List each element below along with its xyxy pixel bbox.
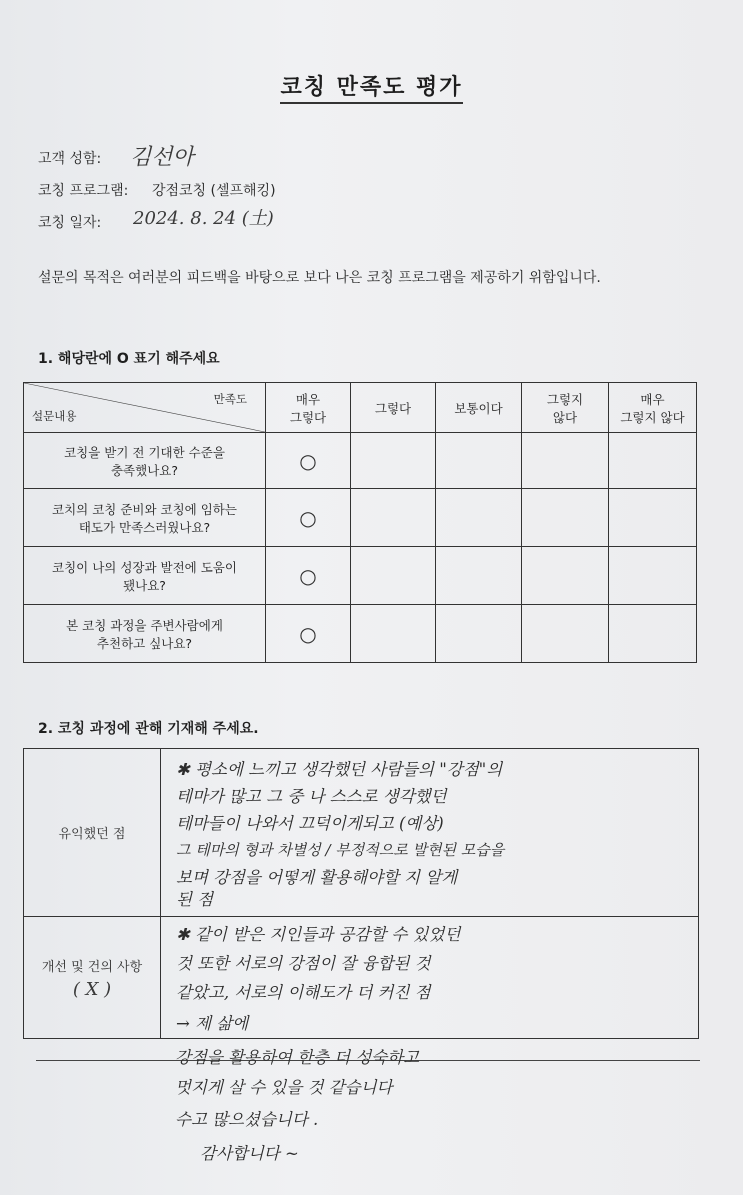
col-neutral: 보통이다 bbox=[436, 383, 522, 433]
question-cell: 본 코칭 과정을 주변사람에게 추천하고 싶나요? bbox=[24, 605, 266, 663]
survey-purpose: 설문의 목적은 여러분의 피드백을 바탕으로 보다 나은 코칭 프로그램을 제공하기 위함입니다. bbox=[38, 270, 601, 286]
circle-mark: ○ bbox=[299, 448, 317, 473]
handwritten-line: 감사합니다 ~ bbox=[200, 1144, 299, 1163]
satisfaction-table bbox=[23, 382, 697, 663]
client-name-value: 김선아 bbox=[130, 145, 194, 170]
program-label: 코칭 프로그램: bbox=[38, 183, 129, 199]
question-cell: 코칭을 받기 전 기대한 수준을 충족했나요? bbox=[24, 433, 266, 489]
useful-points-label: 유익했던 점 bbox=[24, 749, 161, 917]
circle-mark: ○ bbox=[299, 621, 317, 646]
section1-heading: 1. 해당란에 O 표기 해주세요 bbox=[38, 351, 220, 367]
handwritten-line: 그 테마의 형과 차별성 / 부정적으로 발현된 모습을 bbox=[176, 841, 505, 859]
col-very-disagree: 매우 그렇지 않다 bbox=[609, 383, 697, 433]
handwritten-line: 멋지게 살 수 있을 것 같습니다 bbox=[175, 1078, 393, 1097]
handwritten-line: 것 또한 서로의 강점이 잘 융합된 것 bbox=[176, 954, 431, 973]
handwritten-line: 된 점 bbox=[176, 890, 214, 909]
handwritten-line: ✱ 평소에 느끼고 생각했던 사람들의 "강점"의 bbox=[176, 760, 503, 779]
handwritten-line: 보며 강점을 어떻게 활용해야할 지 알게 bbox=[176, 868, 458, 887]
program-value: 강점코칭 (셀프해킹) bbox=[152, 183, 276, 199]
col-very-agree: 매우 그렇다 bbox=[266, 383, 351, 433]
handwritten-line: 강점을 활용하여 한층 더 성숙하고 bbox=[175, 1048, 420, 1067]
header-question: 설문내용 bbox=[32, 409, 77, 423]
table-row bbox=[24, 489, 697, 547]
handwritten-line: ✱ 같이 받은 지인들과 공감할 수 있었던 bbox=[176, 925, 461, 944]
handwritten-line: 수고 많으셨습니다 . bbox=[175, 1110, 319, 1129]
improvement-label bbox=[24, 917, 161, 1039]
handwritten-line: 테마들이 나와서 끄덕이게되고 (예상) bbox=[176, 814, 444, 833]
col-agree: 그렇다 bbox=[351, 383, 436, 433]
improvement-x-mark: ( X ) bbox=[72, 978, 112, 1000]
circle-mark: ○ bbox=[299, 505, 317, 530]
page-title: 코칭 만족도 평가 bbox=[0, 70, 743, 101]
improvement-label-text: 개선 및 건의 사항 bbox=[41, 959, 143, 975]
question-cell: 코치의 코칭 준비와 코칭에 임하는 태도가 만족스러웠나요? bbox=[24, 489, 266, 547]
col-disagree: 그렇지 않다 bbox=[522, 383, 609, 433]
table-row bbox=[24, 605, 697, 663]
date-label: 코칭 일자: bbox=[38, 215, 102, 231]
useful-points-content bbox=[161, 749, 699, 917]
table-row bbox=[24, 433, 697, 489]
section2-heading: 2. 코칭 과정에 관해 기재해 주세요. bbox=[38, 721, 259, 737]
header-satisfaction: 만족도 bbox=[213, 392, 247, 406]
handwritten-line: → 제 삶에 bbox=[176, 1014, 249, 1033]
client-name-label: 고객 성함: bbox=[38, 151, 102, 167]
date-value: 2024. 8. 24 (土) bbox=[133, 208, 274, 229]
handwritten-line: 테마가 많고 그 중 나 스스로 생각했던 bbox=[176, 787, 447, 806]
improvement-content bbox=[161, 917, 699, 1039]
table-row bbox=[24, 547, 697, 605]
circle-mark: ○ bbox=[299, 563, 317, 588]
question-cell: 코칭이 나의 성장과 발전에 도움이 됐나요? bbox=[24, 547, 266, 605]
table-corner-header bbox=[24, 383, 266, 433]
comments-table bbox=[23, 748, 699, 1039]
handwritten-line: 같았고, 서로의 이해도가 더 커진 점 bbox=[176, 983, 431, 1002]
